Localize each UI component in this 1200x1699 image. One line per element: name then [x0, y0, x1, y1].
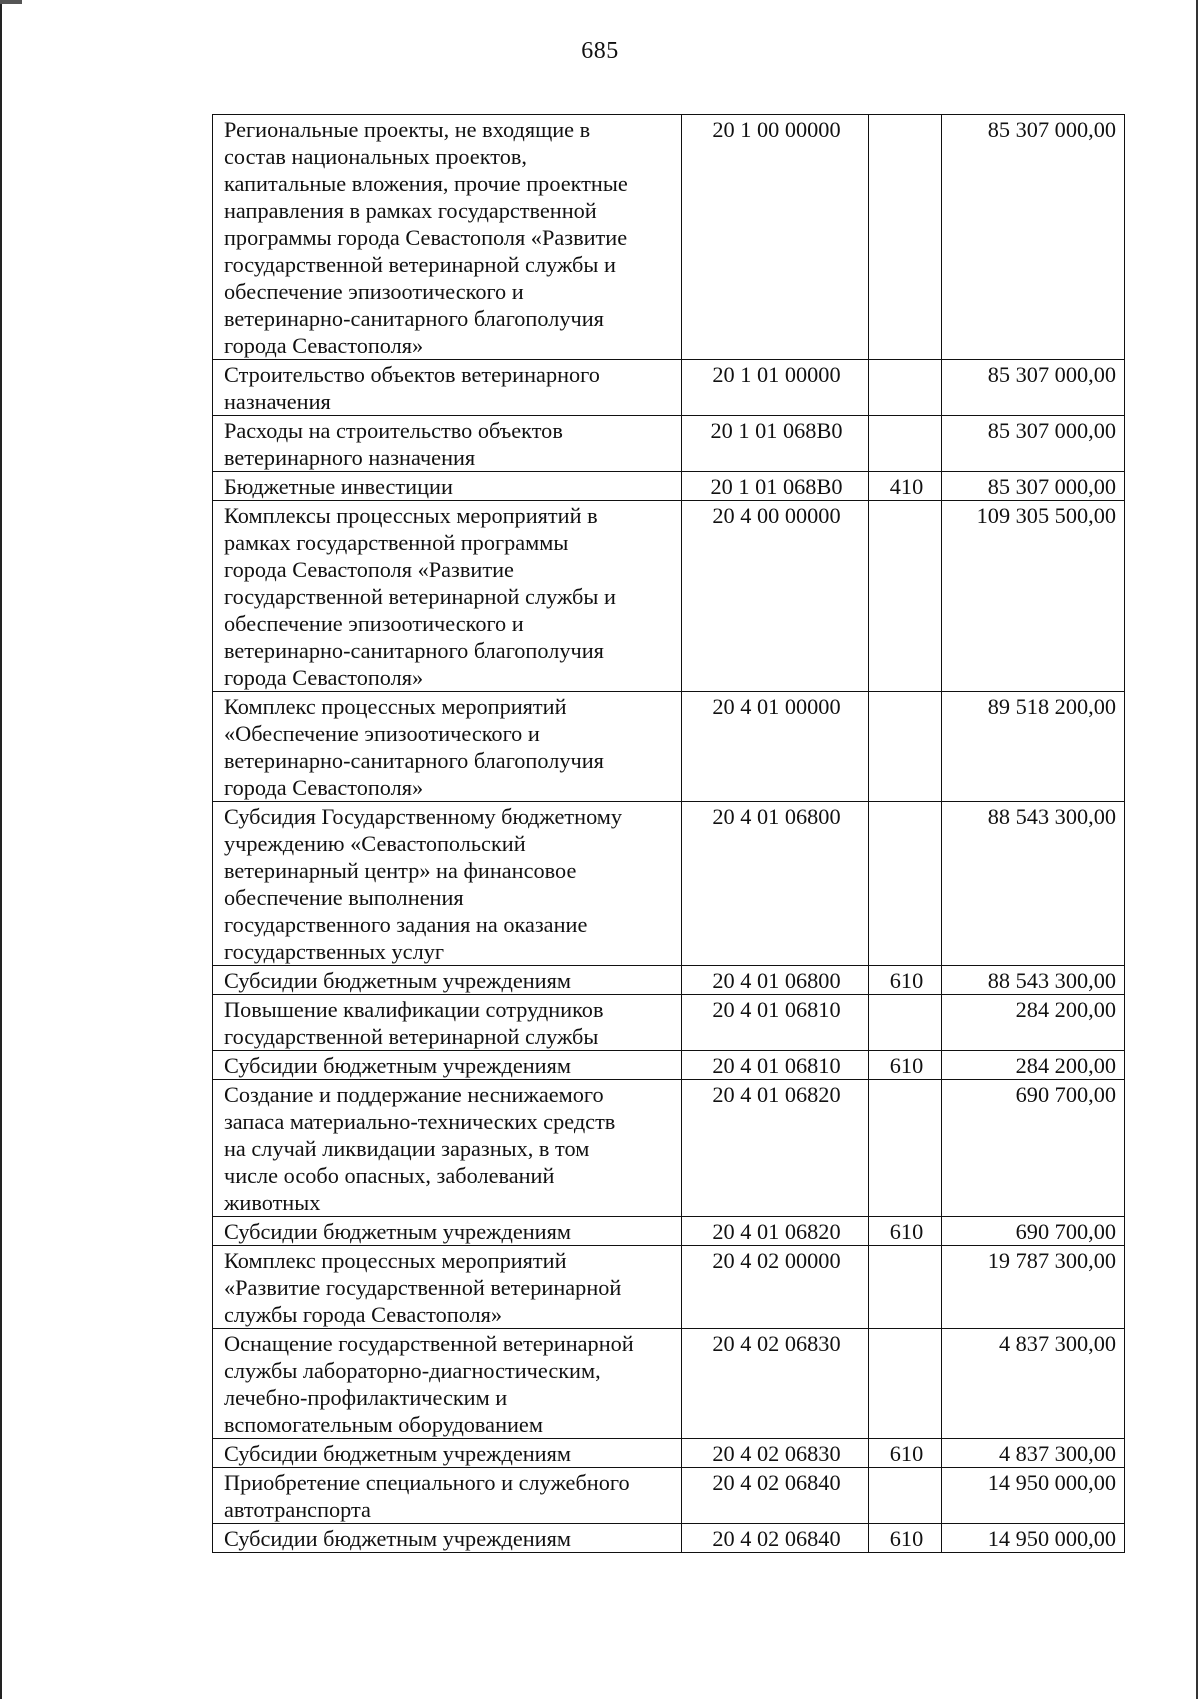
target-article-code-cell: 20 1 01 00000 [682, 360, 869, 416]
item-name-line: капитальные вложения, прочие проектные [224, 171, 628, 196]
item-name-line: Субсидия Государственному бюджетному [224, 804, 623, 829]
item-name-cell [213, 501, 682, 692]
expense-type-cell [869, 802, 942, 966]
target-article-code-cell: 20 4 02 06840 [682, 1468, 869, 1524]
expense-type-cell [869, 1468, 942, 1524]
table-row [213, 1246, 1125, 1329]
item-name-line: государственной ветеринарной службы [224, 1024, 599, 1049]
item-name-cell [213, 472, 682, 501]
amount-cell: 88 543 300,00 [942, 802, 1125, 966]
item-name-line: Комплекс процессных мероприятий [224, 1248, 567, 1273]
item-name-line: направления в рамках государственной [224, 198, 597, 223]
target-article-code-cell: 20 4 01 00000 [682, 692, 869, 802]
item-name-line: Комплексы процессных мероприятий в [224, 503, 598, 528]
expense-type-cell: 610 [869, 1051, 942, 1080]
item-name-line: службы города Севастополя» [224, 1302, 503, 1327]
expense-type-cell: 610 [869, 1524, 942, 1553]
budget-table-body [213, 115, 1125, 1553]
expense-type-cell [869, 360, 942, 416]
target-article-code-cell: 20 1 00 00000 [682, 115, 869, 360]
item-name-line: лечебно-профилактическим и [224, 1385, 508, 1410]
table-row [213, 1329, 1125, 1439]
amount-cell: 690 700,00 [942, 1080, 1125, 1217]
item-name-line: обеспечение эпизоотического и [224, 611, 524, 636]
item-name-line: Субсидии бюджетным учреждениям [224, 1441, 571, 1466]
item-name-cell [213, 115, 682, 360]
expense-type-cell [869, 416, 942, 472]
table-row [213, 802, 1125, 966]
target-article-code-cell: 20 4 02 06830 [682, 1329, 869, 1439]
item-name-cell [213, 1080, 682, 1217]
amount-cell: 284 200,00 [942, 995, 1125, 1051]
item-name-line: ветеринарного назначения [224, 445, 476, 470]
amount-cell: 14 950 000,00 [942, 1524, 1125, 1553]
target-article-code-cell: 20 1 01 068В0 [682, 416, 869, 472]
table-row [213, 1217, 1125, 1246]
amount-cell: 109 305 500,00 [942, 501, 1125, 692]
item-name-line: государственной ветеринарной службы и [224, 584, 616, 609]
target-article-code-cell: 20 4 02 06840 [682, 1524, 869, 1553]
item-name-cell [213, 360, 682, 416]
item-name-line: ветеринарно-санитарного благополучия [224, 306, 604, 331]
expense-type-cell [869, 1246, 942, 1329]
item-name-line: Региональные проекты, не входящие в [224, 117, 591, 142]
item-name-line: учреждению «Севастопольский [224, 831, 526, 856]
item-name-line: обеспечение выполнения [224, 885, 464, 910]
table-row [213, 995, 1125, 1051]
item-name-line: Расходы на строительство объектов [224, 418, 563, 443]
item-name-line: Оснащение государственной ветеринарной [224, 1331, 634, 1356]
target-article-code-cell: 20 4 01 06810 [682, 995, 869, 1051]
item-name-cell [213, 1468, 682, 1524]
amount-cell: 85 307 000,00 [942, 416, 1125, 472]
table-row [213, 692, 1125, 802]
item-name-line: вспомогательным оборудованием [224, 1412, 543, 1437]
scan-left-edge [0, 0, 2, 1699]
table-row [213, 472, 1125, 501]
amount-cell: 85 307 000,00 [942, 472, 1125, 501]
expense-type-cell [869, 501, 942, 692]
expense-type-cell [869, 115, 942, 360]
item-name-line: «Развитие государственной ветеринарной [224, 1275, 622, 1300]
expense-type-cell [869, 692, 942, 802]
item-name-line: запаса материально-технических средств [224, 1109, 616, 1134]
amount-cell: 4 837 300,00 [942, 1329, 1125, 1439]
item-name-line: Субсидии бюджетным учреждениям [224, 1219, 571, 1244]
item-name-line: Субсидии бюджетным учреждениям [224, 968, 571, 993]
item-name-line: государственного задания на оказание [224, 912, 588, 937]
table-row [213, 1524, 1125, 1553]
amount-cell: 85 307 000,00 [942, 115, 1125, 360]
item-name-line: ветеринарный центр» на финансовое [224, 858, 577, 883]
item-name-line: состав национальных проектов, [224, 144, 527, 169]
scan-right-edge [1196, 0, 1198, 1699]
item-name-line: животных [224, 1190, 321, 1215]
item-name-line: ветеринарно-санитарного благополучия [224, 638, 604, 663]
item-name-cell [213, 416, 682, 472]
expense-type-cell [869, 1329, 942, 1439]
amount-cell: 14 950 000,00 [942, 1468, 1125, 1524]
item-name-cell [213, 995, 682, 1051]
item-name-line: службы лабораторно-диагностическим, [224, 1358, 601, 1383]
item-name-cell [213, 692, 682, 802]
table-row [213, 501, 1125, 692]
expense-type-cell: 610 [869, 1217, 942, 1246]
item-name-line: числе особо опасных, заболеваний [224, 1163, 555, 1188]
target-article-code-cell: 20 1 01 068В0 [682, 472, 869, 501]
target-article-code-cell: 20 4 01 06800 [682, 966, 869, 995]
table-row [213, 115, 1125, 360]
table-row [213, 1051, 1125, 1080]
table-row [213, 1468, 1125, 1524]
table-row [213, 1080, 1125, 1217]
item-name-cell [213, 1051, 682, 1080]
item-name-line: Субсидии бюджетным учреждениям [224, 1053, 571, 1078]
item-name-line: города Севастополя» [224, 775, 424, 800]
item-name-cell [213, 1524, 682, 1553]
table-row [213, 360, 1125, 416]
item-name-line: Комплекс процессных мероприятий [224, 694, 567, 719]
item-name-line: Строительство объектов ветеринарного [224, 362, 600, 387]
item-name-cell [213, 1439, 682, 1468]
amount-cell: 19 787 300,00 [942, 1246, 1125, 1329]
item-name-line: Субсидии бюджетным учреждениям [224, 1526, 571, 1551]
target-article-code-cell: 20 4 00 00000 [682, 501, 869, 692]
expense-type-cell: 610 [869, 1439, 942, 1468]
budget-table [212, 114, 1125, 1553]
target-article-code-cell: 20 4 01 06820 [682, 1080, 869, 1217]
target-article-code-cell: 20 4 01 06810 [682, 1051, 869, 1080]
amount-cell: 88 543 300,00 [942, 966, 1125, 995]
item-name-line: Создание и поддержание неснижаемого [224, 1082, 604, 1107]
item-name-line: государственных услуг [224, 939, 444, 964]
item-name-line: назначения [224, 389, 331, 414]
item-name-cell [213, 1217, 682, 1246]
table-row [213, 966, 1125, 995]
item-name-line: Бюджетные инвестиции [224, 474, 453, 499]
amount-cell: 690 700,00 [942, 1217, 1125, 1246]
expense-type-cell: 410 [869, 472, 942, 501]
item-name-line: Приобретение специального и служебного [224, 1470, 630, 1495]
item-name-line: города Севастополя «Развитие [224, 557, 514, 582]
amount-cell: 85 307 000,00 [942, 360, 1125, 416]
item-name-line: обеспечение эпизоотического и [224, 279, 524, 304]
item-name-line: города Севастополя» [224, 333, 424, 358]
target-article-code-cell: 20 4 02 06830 [682, 1439, 869, 1468]
amount-cell: 4 837 300,00 [942, 1439, 1125, 1468]
target-article-code-cell: 20 4 01 06820 [682, 1217, 869, 1246]
item-name-cell [213, 1329, 682, 1439]
item-name-line: автотранспорта [224, 1497, 371, 1522]
item-name-line: города Севастополя» [224, 665, 424, 690]
expense-type-cell: 610 [869, 966, 942, 995]
target-article-code-cell: 20 4 01 06800 [682, 802, 869, 966]
amount-cell: 89 518 200,00 [942, 692, 1125, 802]
scan-corner-mark [0, 0, 22, 4]
item-name-cell [213, 1246, 682, 1329]
item-name-line: государственной ветеринарной службы и [224, 252, 616, 277]
item-name-line: на случай ликвидации заразных, в том [224, 1136, 590, 1161]
item-name-line: программы города Севастополя «Развитие [224, 225, 628, 250]
item-name-line: Повышение квалификации сотрудников [224, 997, 604, 1022]
item-name-line: ветеринарно-санитарного благополучия [224, 748, 604, 773]
item-name-line: «Обеспечение эпизоотического и [224, 721, 540, 746]
item-name-cell [213, 802, 682, 966]
amount-cell: 284 200,00 [942, 1051, 1125, 1080]
item-name-line: рамках государственной программы [224, 530, 569, 555]
page-number: 685 [581, 38, 619, 64]
item-name-cell [213, 966, 682, 995]
target-article-code-cell: 20 4 02 00000 [682, 1246, 869, 1329]
expense-type-cell [869, 995, 942, 1051]
table-row [213, 1439, 1125, 1468]
expense-type-cell [869, 1080, 942, 1217]
table-row [213, 416, 1125, 472]
